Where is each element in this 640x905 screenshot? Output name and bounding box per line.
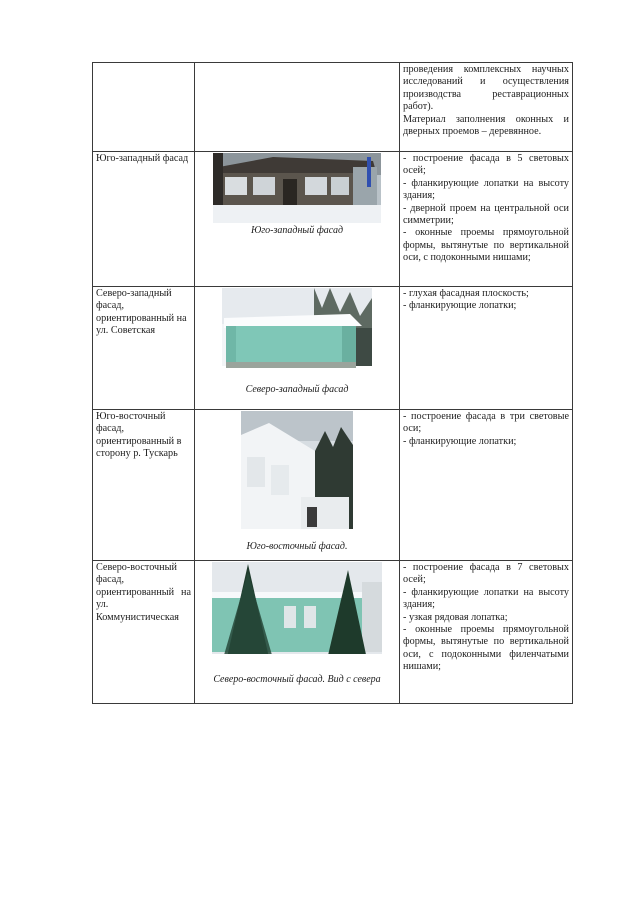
description-line: - построение фасада в 5 световых осей; <box>403 153 569 177</box>
description-line: - дверной проем на центральной оси симметрии; <box>403 202 569 227</box>
description-line: - построение фасада в три световые оси; <box>403 411 569 435</box>
description-line: - фланкирующие лопатки на высоту здания; <box>403 586 569 611</box>
table-row <box>93 410 573 561</box>
description-line: - построение фасада в 7 световых осей; <box>403 562 569 586</box>
photo-caption: Северо-восточный фасад. Вид с севера <box>213 674 381 685</box>
description-cell <box>400 152 573 287</box>
description-cell <box>400 63 573 152</box>
description-line: - глухая фасадная плоскость; <box>403 288 529 299</box>
description-line: - фланкирующие лопатки на высоту здания; <box>403 177 569 202</box>
facade-name-cell: Северо-западный фасад, ориентированный на ул. Советская <box>93 287 195 410</box>
description-cell <box>400 410 573 561</box>
description-line: - фланкирующие лопатки; <box>403 300 517 312</box>
southwest-facade-photo <box>213 153 381 223</box>
facade-name-cell: Северо-восточный фасад, ориентированный на ул. Коммунистическая <box>93 561 195 704</box>
photo-cell <box>195 561 400 704</box>
description-line: - оконные проемы прямоугольной формы, вытянутые по вертикальной оси, с подоконными филенчатыми нишами; <box>403 624 569 673</box>
description-line: Материал заполнения оконных и дверных проемов – деревянное. <box>403 113 569 138</box>
table-row <box>93 287 573 410</box>
photo-caption: Юго-западный фасад <box>250 225 344 236</box>
description-line: - оконные проемы прямоугольной формы, вытянутые по вертикальной оси, с подоконными нишами; <box>403 227 569 264</box>
facade-name-cell <box>93 63 195 152</box>
table-row <box>93 152 573 287</box>
photo-cell <box>195 63 400 152</box>
photo-cell <box>195 152 400 287</box>
description-line: проведения комплексных научных исследований и осуществления производства реставрационных работ). <box>403 64 569 113</box>
southeast-facade-photo <box>241 411 353 539</box>
description-cell <box>400 287 573 410</box>
description-cell <box>400 561 573 704</box>
facade-name-cell: Юго-западный фасад <box>93 152 195 287</box>
facades-table <box>92 62 573 704</box>
photo-caption: Северо-западный фасад <box>245 384 349 395</box>
photo-caption: Юго-восточный фасад. <box>246 541 348 552</box>
description-line: - узкая рядовая лопатка; <box>403 611 508 623</box>
photo-cell <box>195 410 400 561</box>
facade-name-cell: Юго-восточный фасад, ориентированный в сторону р. Тускарь <box>93 410 195 561</box>
description-line: - фланкирующие лопатки; <box>403 435 517 447</box>
photo-cell <box>195 287 400 410</box>
northeast-facade-photo <box>212 562 382 672</box>
northwest-facade-photo <box>222 288 372 382</box>
table-row <box>93 63 573 152</box>
table-row <box>93 561 573 704</box>
